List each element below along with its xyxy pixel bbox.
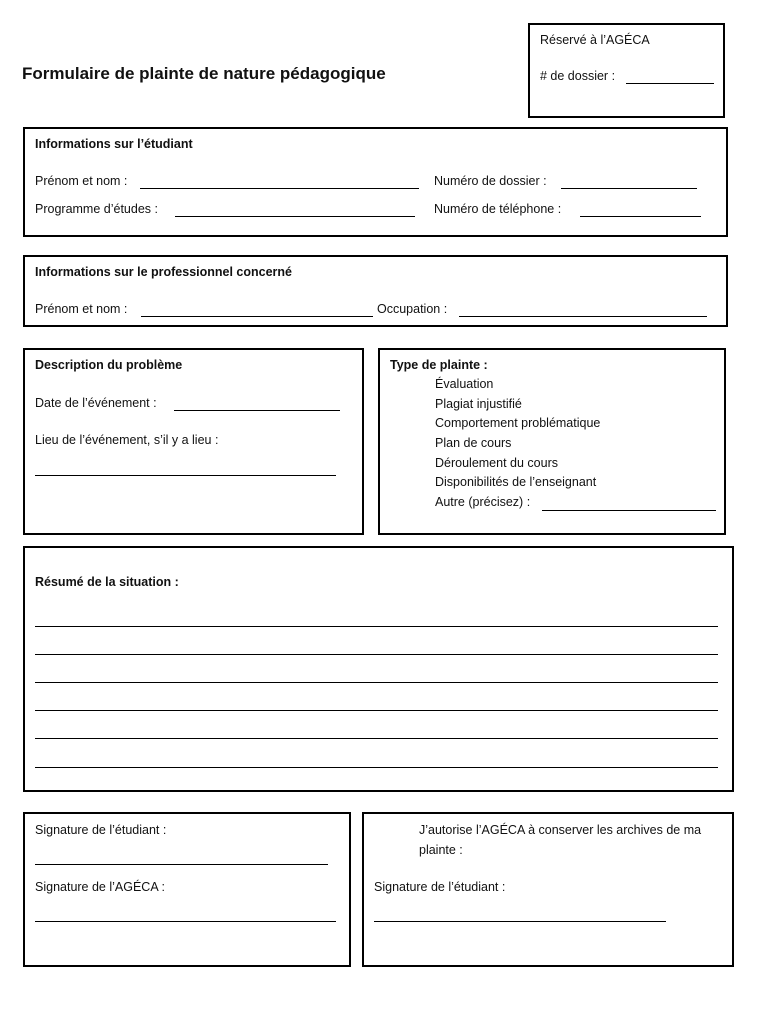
summary-line[interactable]	[35, 626, 718, 627]
event-place-field[interactable]	[35, 475, 336, 476]
student-info-section	[23, 127, 728, 237]
option-teacher-availability[interactable]: Disponibilités de l’enseignant	[435, 475, 597, 489]
student-name-field[interactable]	[140, 188, 419, 189]
professional-info-section	[23, 255, 728, 327]
option-course-plan[interactable]: Plan de cours	[435, 436, 512, 450]
summary-line[interactable]	[35, 767, 718, 768]
event-date-field[interactable]	[174, 410, 340, 411]
student-name-label: Prénom et nom :	[35, 174, 128, 188]
summary-heading: Résumé de la situation :	[35, 575, 179, 589]
student-program-field[interactable]	[175, 216, 415, 217]
option-course-conduct[interactable]: Déroulement du cours	[435, 456, 558, 470]
complaint-type-section	[378, 348, 726, 535]
page-title: Formulaire de plainte de nature pédagogique	[22, 64, 386, 83]
consent-section	[362, 812, 734, 967]
option-plagiarism[interactable]: Plagiat injustifié	[435, 397, 522, 411]
reserved-file-number-label: # de dossier :	[540, 69, 616, 83]
professional-name-field[interactable]	[141, 316, 373, 317]
consent-text-line2: plainte :	[419, 843, 463, 857]
professional-info-heading: Informations sur le professionnel concerné	[35, 265, 293, 279]
option-other[interactable]: Autre (précisez) :	[435, 495, 531, 509]
summary-line[interactable]	[35, 710, 718, 711]
student-file-number-label: Numéro de dossier :	[434, 174, 547, 188]
summary-line[interactable]	[35, 682, 718, 683]
ageca-signature-label: Signature de l’AGÉCA :	[35, 880, 165, 894]
event-date-label: Date de l’événement :	[35, 396, 157, 410]
consent-student-signature-label: Signature de l’étudiant :	[374, 880, 506, 894]
option-evaluation[interactable]: Évaluation	[435, 377, 494, 391]
consent-text-line1: J’autorise l’AGÉCA à conserver les archives de ma	[419, 823, 702, 837]
option-behavior[interactable]: Comportement problématique	[435, 416, 601, 430]
student-phone-field[interactable]	[580, 216, 701, 217]
summary-line[interactable]	[35, 654, 718, 655]
ageca-signature-field[interactable]	[35, 921, 336, 922]
signatures-section	[23, 812, 351, 967]
problem-heading: Description du problème	[35, 358, 183, 372]
summary-line[interactable]	[35, 738, 718, 739]
reserved-box	[528, 23, 725, 118]
consent-student-signature-field[interactable]	[374, 921, 666, 922]
student-signature-label: Signature de l’étudiant :	[35, 823, 167, 837]
professional-name-label: Prénom et nom :	[35, 302, 128, 316]
reserved-label: Réservé à l’AGÉCA	[540, 33, 650, 47]
complaint-type-heading: Type de plainte :	[390, 358, 488, 372]
event-place-label: Lieu de l’événement, s’il y a lieu :	[35, 433, 219, 447]
student-phone-label: Numéro de téléphone :	[434, 202, 562, 216]
reserved-file-number-field[interactable]	[626, 83, 714, 84]
student-info-heading: Informations sur l’étudiant	[35, 137, 193, 151]
problem-section	[23, 348, 364, 535]
professional-occupation-field[interactable]	[459, 316, 707, 317]
summary-section	[23, 546, 734, 792]
professional-occupation-label: Occupation :	[377, 302, 448, 316]
student-signature-field[interactable]	[35, 864, 328, 865]
student-program-label: Programme d’études :	[35, 202, 158, 216]
other-specify-field[interactable]	[542, 510, 716, 511]
student-file-number-field[interactable]	[561, 188, 697, 189]
